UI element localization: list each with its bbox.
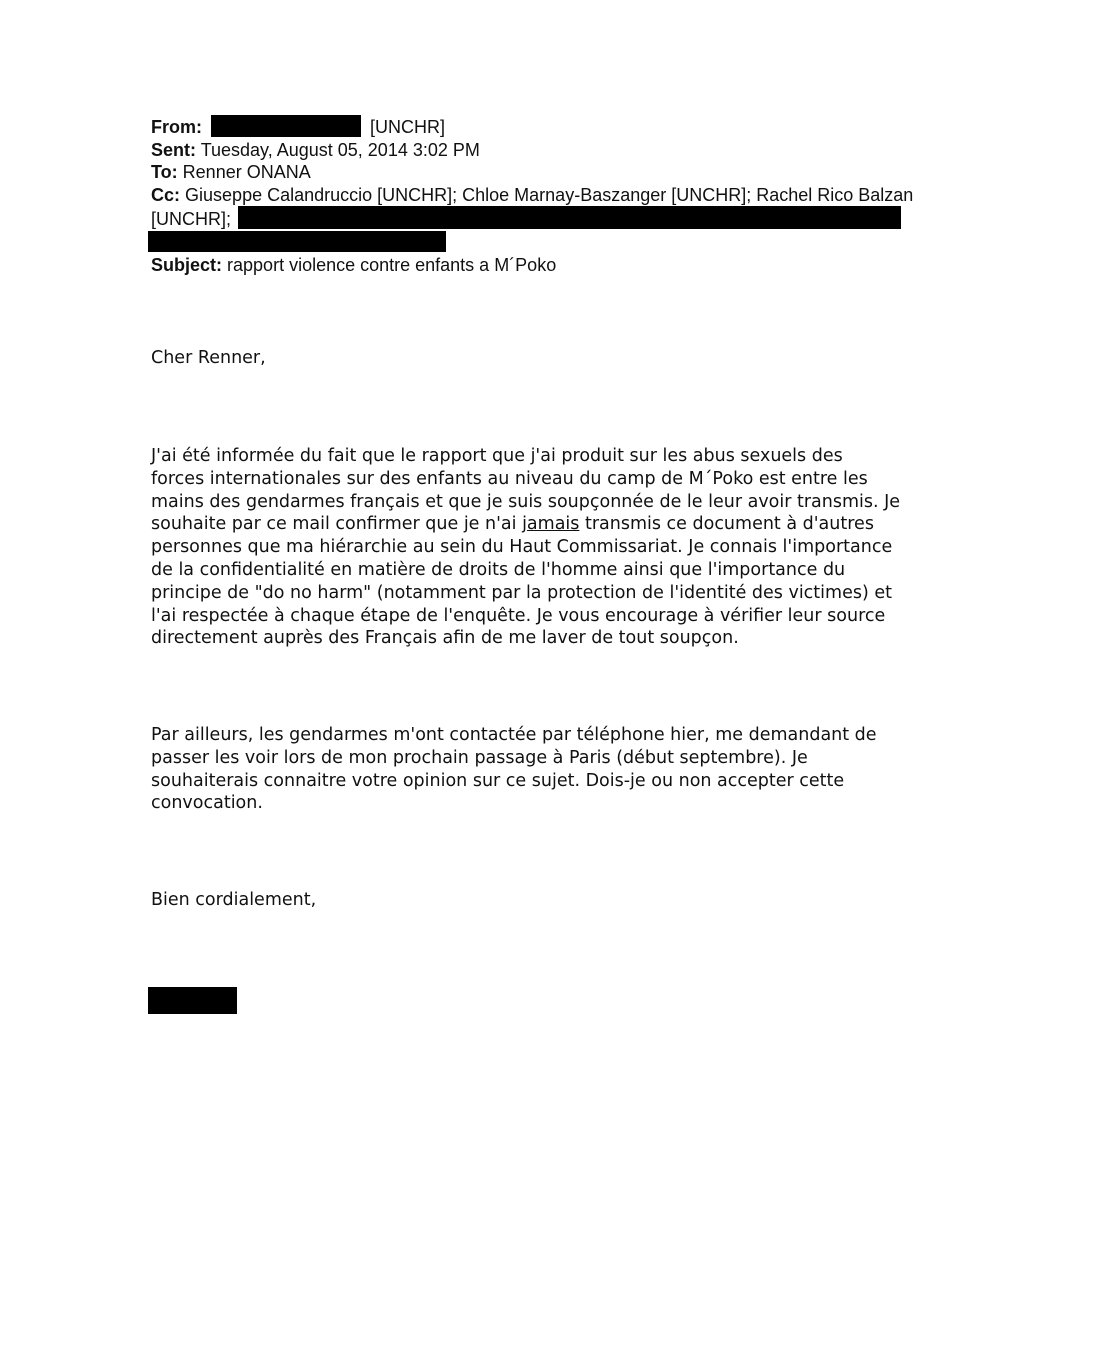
paragraph-1 (151, 445, 971, 650)
cc-value-line2: [UNCHR]; (151, 209, 231, 229)
line-segment: souhaite par ce mail confirmer que je n'ai (151, 514, 523, 535)
closing: Bien cordialement, (151, 890, 317, 910)
cc-redaction-1 (238, 206, 901, 229)
paragraph-1-line (151, 513, 971, 536)
paragraph-1-line: l'ai respectée à chaque étape de l'enquête. Je vous encourage à vérifier leur source (151, 605, 886, 626)
paragraph-1-line: de la confidentialité en matière de droits de l'homme ainsi que l'importance du (151, 559, 846, 580)
paragraph-1-line: principe de "do no harm" (notamment par la protection de l'identité des victimes) et (151, 582, 892, 603)
subject-label: Subject: (151, 254, 223, 275)
emphasized-word: jamais (522, 514, 580, 535)
subject-row (151, 254, 931, 277)
to-label: To: (151, 162, 178, 182)
cc-row-redacted (151, 231, 931, 253)
cc-value: Giuseppe Calandruccio [UNCHR]; Chloe Marnay-Baszanger [UNCHR]; Rachel Rico Balzan (185, 184, 914, 205)
sent-value: Tuesday, August 05, 2014 3:02 PM (200, 139, 480, 160)
from-redaction (211, 115, 361, 137)
paragraph-1-line: directement auprès des Français afin de me laver de tout soupçon. (151, 628, 739, 649)
paragraph-1-line: J'ai été informée du fait que le rapport que j'ai produit sur les abus sexuels des (151, 446, 843, 466)
cc-redaction-2 (148, 231, 446, 252)
cc-label: Cc: (151, 184, 181, 205)
from-row (151, 115, 931, 139)
line-segment: transmis ce document à d'autres (579, 514, 874, 535)
signature-redaction (148, 987, 237, 1014)
to-row (151, 161, 931, 184)
email-header (151, 115, 931, 276)
sent-row (151, 139, 931, 162)
paragraph-2-line: Par ailleurs, les gendarmes m'ont contactée par téléphone hier, me demandant de (151, 725, 877, 745)
greeting: Cher Renner, (151, 348, 266, 368)
sent-label: Sent: (151, 139, 196, 160)
paragraph-1-line: forces internationales sur des enfants au niveau du camp de M´Poko est entre les (151, 468, 868, 489)
from-label: From: (151, 117, 202, 137)
paragraph-1-line: personnes que ma hiérarchie au sein du Haut Commissariat. Je connais l'importance (151, 537, 893, 558)
paragraph-2-line: convocation. (151, 793, 263, 814)
cc-row (151, 184, 931, 207)
cc-row-continued (151, 206, 931, 231)
from-org: [UNCHR] (370, 117, 446, 137)
paragraph-2-line: passer les voir lors de mon prochain passage à Paris (début septembre). Je (151, 747, 808, 768)
paragraph-1-line: mains des gendarmes français et que je suis soupçonnée de le leur avoir transmis. Je (151, 491, 901, 512)
paragraph-2 (151, 724, 971, 815)
to-value: Renner ONANA (182, 162, 311, 182)
subject-value: rapport violence contre enfants a M´Poko (227, 254, 557, 275)
paragraph-2-line: souhaiterais connaitre votre opinion sur ce sujet. Dois-je ou non accepter cette (151, 770, 845, 791)
